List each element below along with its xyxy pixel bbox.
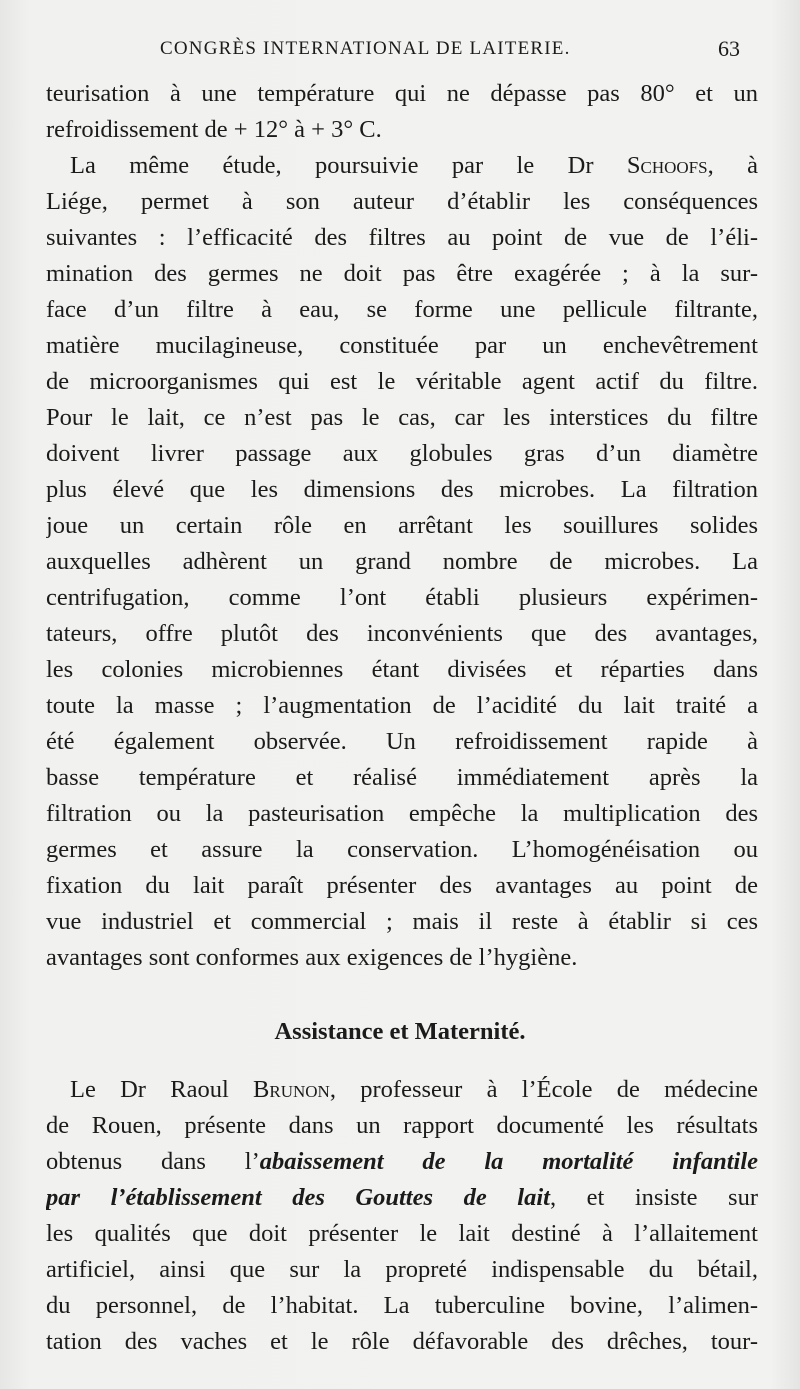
text-run: , et insiste sur bbox=[549, 1184, 758, 1211]
text-line: du personnel, de l’habitat. La tuberculine bovine, l’alimen- bbox=[46, 1292, 758, 1319]
text-line: de Rouen, présente dans un rapport documenté les résultats bbox=[46, 1112, 758, 1139]
text-line bbox=[46, 148, 758, 184]
text-line: teurisation à une température qui ne dépasse pas 80° et un bbox=[46, 80, 758, 107]
emphasized-title: par l’établissement des Gouttes de lait bbox=[46, 1184, 550, 1211]
page-number: 63 bbox=[718, 36, 740, 61]
text-line: tation des vaches et le rôle défavorable des drêches, tour- bbox=[46, 1328, 758, 1355]
text-line: vue industriel et commercial ; mais il reste à établir si ces bbox=[46, 908, 758, 935]
text-line: avantages sont conformes aux exigences de l’hygiène. bbox=[46, 944, 578, 971]
text-run: obtenus dans l’ bbox=[46, 1148, 260, 1175]
text-line: filtration ou la pasteurisation empêche la multiplication des bbox=[46, 800, 758, 827]
text-line: germes et assure la conservation. L’homogénéisation ou bbox=[46, 836, 758, 863]
text-line: fixation du lait paraît présenter des avantages au point de bbox=[46, 872, 758, 899]
author-name: Schoofs bbox=[626, 152, 708, 179]
text-line: de microorganismes qui est le véritable agent actif du filtre. bbox=[46, 368, 758, 395]
text-line: Pour le lait, ce n’est pas le cas, car les interstices du filtre bbox=[46, 404, 758, 431]
text-line: mination des germes ne doit pas être exagérée ; à la sur- bbox=[46, 260, 758, 287]
text-line: auxquelles adhèrent un grand nombre de microbes. La bbox=[46, 548, 758, 575]
text-line: suivantes : l’efficacité des filtres au point de vue de l’éli- bbox=[46, 224, 758, 251]
section-heading: Assistance et Maternité. bbox=[274, 1018, 526, 1045]
text-line: doivent livrer passage aux globules gras d’un diamètre bbox=[46, 440, 758, 467]
text-line: centrifugation, comme l’ont établi plusieurs expérimen- bbox=[46, 584, 758, 611]
text-run: Le Dr Raoul bbox=[70, 1076, 254, 1103]
text-run: , à bbox=[707, 152, 758, 179]
text-run: , professeur à l’École de médecine bbox=[329, 1076, 758, 1103]
text-run: La même étude, poursuivie par le Dr bbox=[70, 152, 627, 179]
text-line: les colonies microbiennes étant divisées et réparties dans bbox=[46, 656, 758, 683]
text-line: tateurs, offre plutôt des inconvénients que des avantages, bbox=[46, 620, 758, 647]
author-name: Brunon bbox=[253, 1076, 330, 1103]
text-line: matière mucilagineuse, constituée par un enchevêtrement bbox=[46, 332, 758, 359]
text-line: face d’un filtre à eau, se forme une pellicule filtrante, bbox=[46, 296, 758, 323]
page-header bbox=[40, 34, 740, 64]
emphasized-title: abaissement de la mortalité infantile bbox=[259, 1148, 758, 1175]
text-line: joue un certain rôle en arrêtant les souillures solides bbox=[46, 512, 758, 539]
text-line bbox=[46, 1144, 758, 1180]
text-line: artificiel, ainsi que sur la propreté indispensable du bétail, bbox=[46, 1256, 758, 1283]
text-line: été également observée. Un refroidissement rapide à bbox=[46, 728, 758, 755]
text-line: toute la masse ; l’augmentation de l’acidité du lait traité a bbox=[46, 692, 758, 719]
text-line: plus élevé que les dimensions des microbes. La filtration bbox=[46, 476, 758, 503]
text-line: les qualités que doit présenter le lait destiné à l’allaitement bbox=[46, 1220, 758, 1247]
text-line: Liége, permet à son auteur d’établir les conséquences bbox=[46, 188, 758, 215]
text-line bbox=[46, 1180, 758, 1216]
text-line bbox=[46, 1072, 758, 1108]
text-line: refroidissement de + 12° à + 3° C. bbox=[46, 116, 382, 143]
running-title: CONGRÈS INTERNATIONAL DE LAITERIE. bbox=[160, 38, 571, 59]
text-line: basse température et réalisé immédiatement après la bbox=[46, 764, 758, 791]
